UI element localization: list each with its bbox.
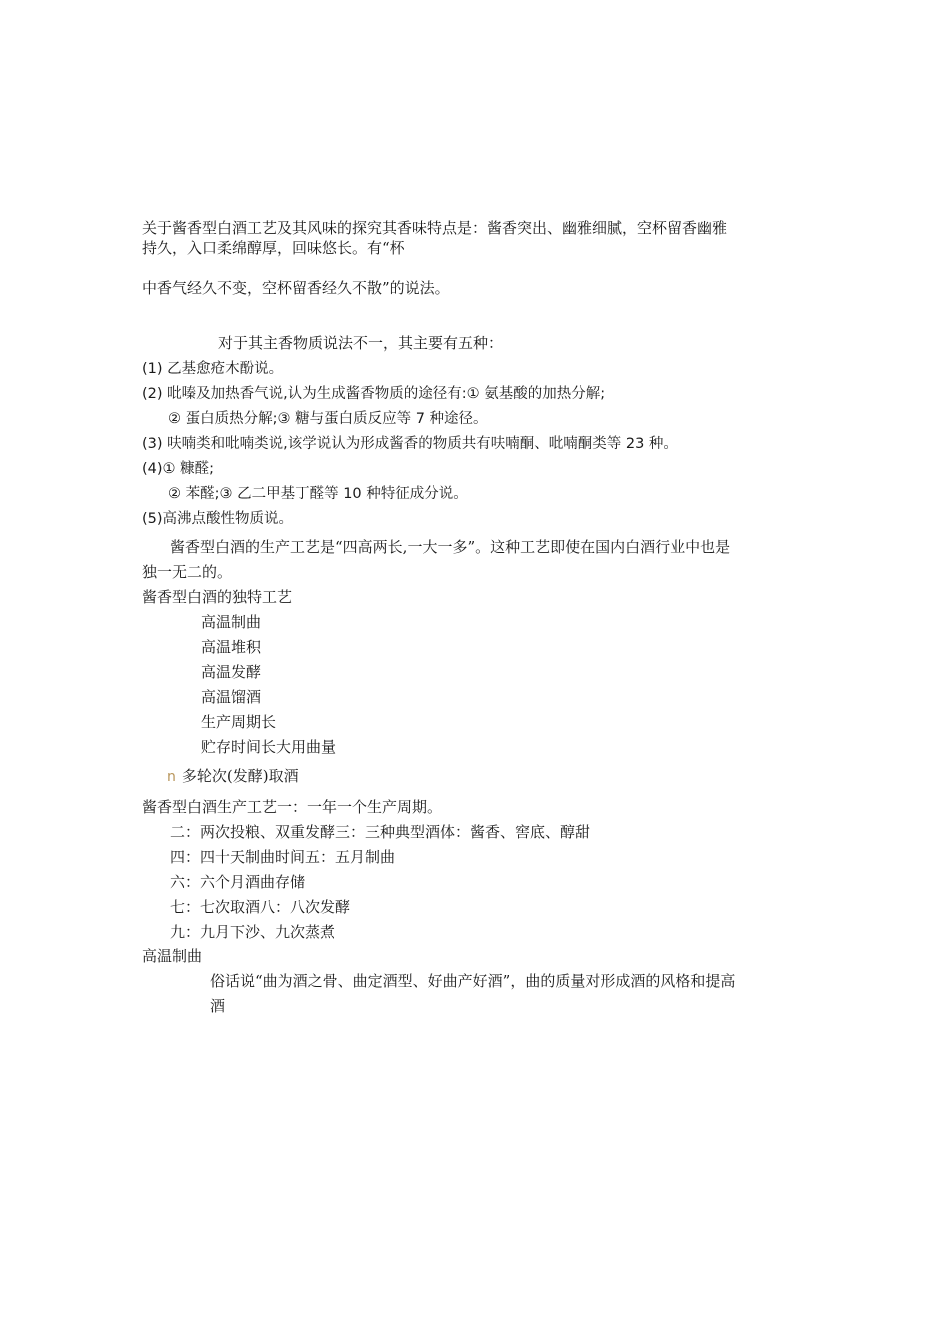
bullet-item-text: 多轮次(发酵)取酒 (181, 767, 299, 785)
number-item-2: 二：两次投粮、双重发酵三：三种典型酒体：酱香、窖底、醇甜 (170, 823, 591, 841)
theory-1: (1) 乙基愈疮木酚说。 (142, 361, 284, 377)
number-item-4: 四：四十天制曲时间五：五月制曲 (170, 848, 396, 866)
process-item: 高温制曲 (201, 613, 262, 631)
number-item-7: 七：七次取酒八：八次发酵 (170, 898, 351, 916)
intro-line-1: 关于酱香型白酒工艺及其风味的探究其香味特点是：酱香突出、幽雅细腻，空杯留香幽雅 (142, 219, 728, 237)
process-item: 贮存时间长大用曲量 (201, 738, 337, 756)
process-para-1: 酱香型白酒的生产工艺是“四高两长,一大一多”。这种工艺即使在国内白酒行业中也是 (170, 538, 731, 556)
bullet-marker: n (167, 769, 176, 785)
theory-3: (3) 呋喃类和吡喃类说,该学说认为形成酱香的物质共有呋喃酮、吡喃酮类等 23 种。 (142, 436, 678, 452)
qu-heading: 高温制曲 (142, 947, 203, 965)
process-item: 高温发酵 (201, 663, 262, 681)
intro-line-3: 中香气经久不变，空杯留香经久不散”的说法。 (142, 279, 450, 297)
intro-line-2: 持久，入口柔绵醇厚，回味悠长。有“杯 (142, 239, 405, 257)
unique-process-heading: 酱香型白酒的独特工艺 (142, 588, 293, 606)
theory-2b: ② 蛋白质热分解;③ 糖与蛋白质反应等 7 种途径。 (168, 411, 488, 427)
process-item: 高温堆积 (201, 638, 262, 656)
theory-2a: (2) 吡嗪及加热香气说,认为生成酱香物质的途径有:① 氨基酸的加热分解; (142, 386, 606, 402)
theories-heading: 对于其主香物质说法不一，其主要有五种： (218, 334, 504, 352)
process-para-2: 独一无二的。 (142, 563, 233, 581)
qu-para-2: 酒 (210, 997, 226, 1015)
theory-5: (5)高沸点酸性物质说。 (142, 511, 294, 527)
process-item: 生产周期长 (201, 713, 277, 731)
numbers-heading: 酱香型白酒生产工艺一：一年一个生产周期。 (142, 798, 443, 816)
qu-para-1: 俗话说“曲为酒之骨、曲定酒型、好曲产好酒”，曲的质量对形成酒的风格和提高 (210, 972, 736, 990)
process-item: 高温馏酒 (201, 688, 262, 706)
number-item-9: 九：九月下沙、九次蒸煮 (170, 923, 336, 941)
theory-4a: (4)① 糠醛; (142, 461, 215, 477)
number-item-6: 六：六个月酒曲存储 (170, 873, 306, 891)
theory-4b: ② 苯醛;③ 乙二甲基丁醛等 10 种特征成分说。 (168, 486, 468, 502)
bullet-list-item (167, 766, 299, 787)
